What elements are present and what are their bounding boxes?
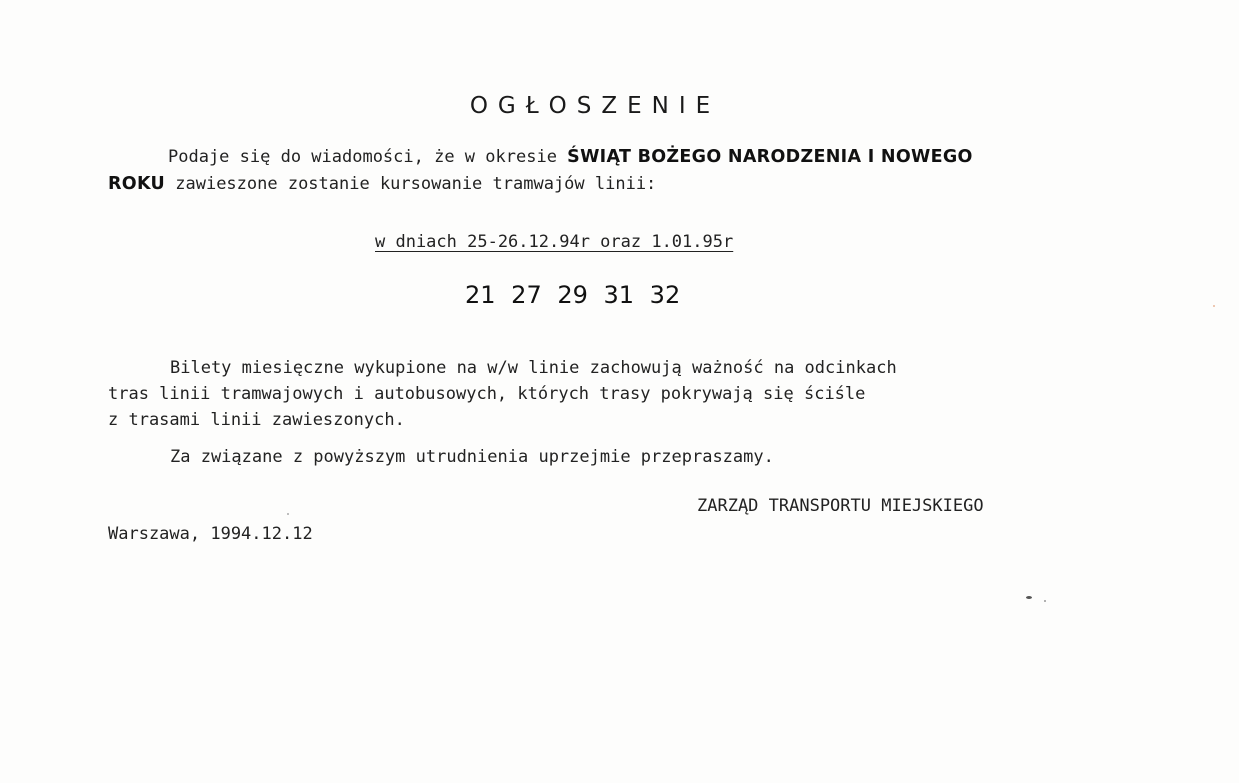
suspension-dates: w dniach 25-26.12.94r oraz 1.01.95r	[375, 232, 734, 252]
paragraph1-line1	[168, 147, 973, 167]
paragraph1-line1-text: Podaje się do wiadomości, że w okresie	[168, 147, 568, 167]
paragraph1-line2	[108, 174, 656, 194]
scan-speck	[1026, 596, 1032, 599]
paragraph1-line2-text: zawieszone zostanie kursowanie tramwajów linii:	[165, 174, 657, 194]
paragraph2-line2: tras linii tramwajowych i autobusowych, których trasy pokrywają się ściśle	[108, 384, 866, 404]
scan-speck	[1044, 600, 1046, 602]
scan-speck	[287, 513, 289, 515]
place-and-date: Warszawa, 1994.12.12	[108, 524, 313, 544]
paragraph1-line2-bold: ROKU	[108, 174, 166, 194]
paragraph2-line1: Bilety miesięczne wykupione na w/w linie zachowują ważność na odcinkach	[170, 358, 897, 378]
signature: ZARZĄD TRANSPORTU MIEJSKIEGO	[697, 496, 984, 516]
tram-line-numbers: 21 27 29 31 32	[465, 281, 681, 309]
apology-text: Za związane z powyższym utrudnienia uprzejmie przepraszamy.	[170, 447, 774, 467]
scan-speck	[1213, 305, 1215, 307]
paragraph1-line1-bold: ŚWIĄT BOŻEGO NARODZENIA I NOWEGO	[567, 147, 973, 167]
document-title: OGŁOSZENIE	[469, 93, 721, 119]
paragraph2-line3: z trasami linii zawieszonych.	[108, 410, 405, 430]
